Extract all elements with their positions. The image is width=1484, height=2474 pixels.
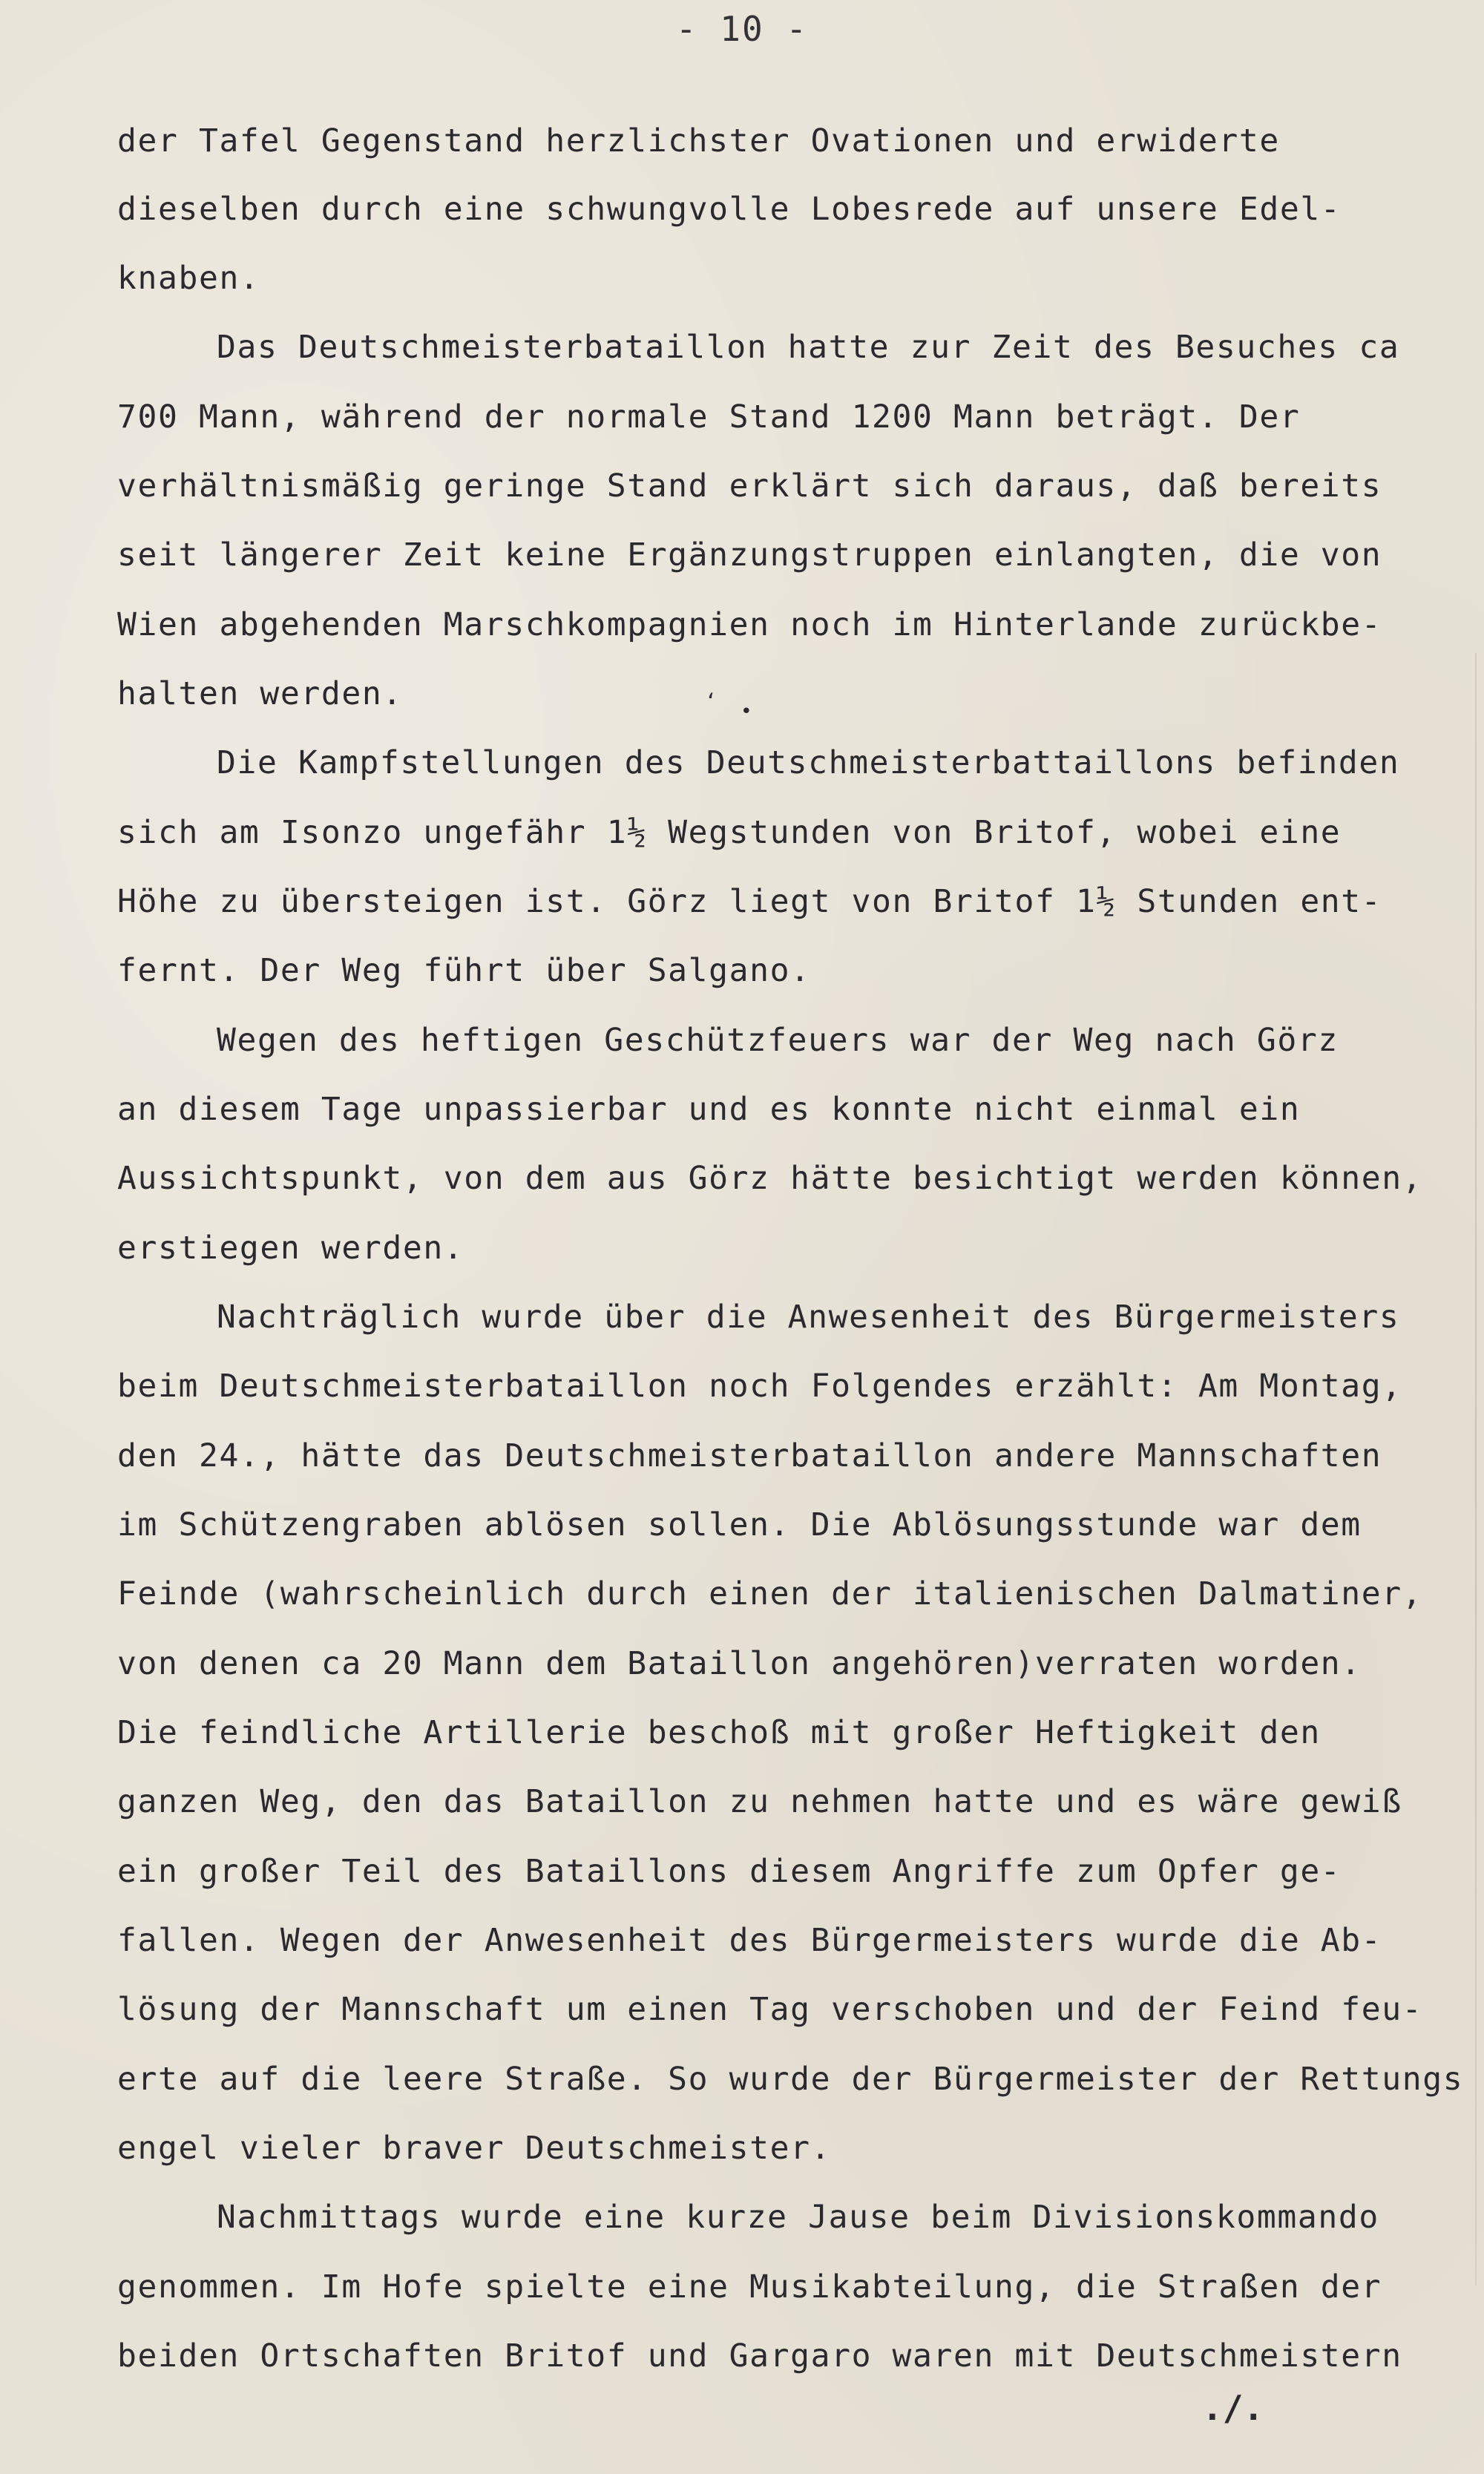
page-number: - 10 - — [675, 9, 809, 49]
text-line: ein großer Teil des Bataillons diesem Angriffe zum Opfer ge- — [117, 1853, 1342, 1890]
paragraph-start-line: Nachträglich wurde über die Anwesenheit des Bürgermeisters — [217, 1299, 1400, 1336]
text-line: beim Deutschmeisterbataillon noch Folgendes erzählt: Am Montag, — [117, 1368, 1402, 1405]
text-line: erstiegen werden. — [117, 1230, 464, 1267]
continuation-mark: ./. — [1202, 2388, 1264, 2428]
ink-mark: ‘ — [705, 690, 717, 712]
text-line: 700 Mann, während der normale Stand 1200 Mann beträgt. Der — [117, 398, 1301, 436]
ink-mark: • — [741, 700, 752, 723]
text-line: Höhe zu übersteigen ist. Görz liegt von Britof 1½ Stunden ent- — [117, 883, 1382, 920]
text-line: fallen. Wegen der Anwesenheit des Bürgermeisters wurde die Ab- — [117, 1922, 1382, 1959]
text-line: von denen ca 20 Mann dem Bataillon angehören)verraten worden. — [117, 1645, 1362, 1682]
text-line: erte auf die leere Straße. So wurde der Bürgermeister der Rettungs — [117, 2061, 1464, 2098]
text-line: Feinde (wahrscheinlich durch einen der italienischen Dalmatiner, — [117, 1575, 1423, 1612]
paragraph-start-line: Wegen des heftigen Geschützfeuers war der Weg nach Görz — [217, 1022, 1339, 1059]
text-line: den 24., hätte das Deutschmeisterbataillon andere Mannschaften — [117, 1437, 1382, 1474]
text-line: fernt. Der Weg führt über Salgano. — [117, 952, 811, 989]
paragraph-start-line: Die Kampfstellungen des Deutschmeisterbattaillons befinden — [217, 744, 1400, 781]
text-line: seit längerer Zeit keine Ergänzungstruppen einlangten, die von — [117, 537, 1382, 574]
text-line: knaben. — [117, 260, 260, 297]
text-line: Wien abgehenden Marschkompagnien noch im Hinterlande zurückbe- — [117, 606, 1382, 643]
text-line: lösung der Mannschaft um einen Tag verschoben und der Feind feu- — [117, 1991, 1423, 2028]
text-line: der Tafel Gegenstand herzlichster Ovationen und erwiderte — [117, 122, 1280, 160]
paragraph-start-line: Nachmittags wurde eine kurze Jause beim Divisionskommando — [217, 2199, 1379, 2236]
text-line: genommen. Im Hofe spielte eine Musikabteilung, die Straßen der — [117, 2268, 1382, 2306]
text-line: engel vieler braver Deutschmeister. — [117, 2130, 832, 2167]
paragraph-start-line: Das Deutschmeisterbataillon hatte zur Zeit des Besuches ca — [217, 329, 1400, 366]
text-line: verhältnismäßig geringe Stand erklärt sich daraus, daß bereits — [117, 467, 1382, 505]
text-line: beiden Ortschaften Britof und Gargaro waren mit Deutschmeistern — [117, 2337, 1402, 2375]
page-edge-shadow — [1475, 653, 1477, 2286]
text-line: dieselben durch eine schwungvolle Lobesrede auf unsere Edel- — [117, 191, 1342, 228]
text-line: sich am Isonzo ungefähr 1½ Wegstunden von Britof, wobei eine — [117, 814, 1342, 851]
text-line: Aussichtspunkt, von dem aus Görz hätte besichtigt werden können, — [117, 1160, 1423, 1197]
text-line: im Schützengraben ablösen sollen. Die Ablösungsstunde war dem — [117, 1506, 1362, 1543]
text-line: Die feindliche Artillerie beschoß mit großer Heftigkeit den — [117, 1714, 1321, 1751]
text-line: ganzen Weg, den das Bataillon zu nehmen hatte und es wäre gewiß — [117, 1783, 1402, 1820]
text-line: halten werden. — [117, 675, 403, 712]
text-line: an diesem Tage unpassierbar und es konnte nicht einmal ein — [117, 1091, 1301, 1128]
